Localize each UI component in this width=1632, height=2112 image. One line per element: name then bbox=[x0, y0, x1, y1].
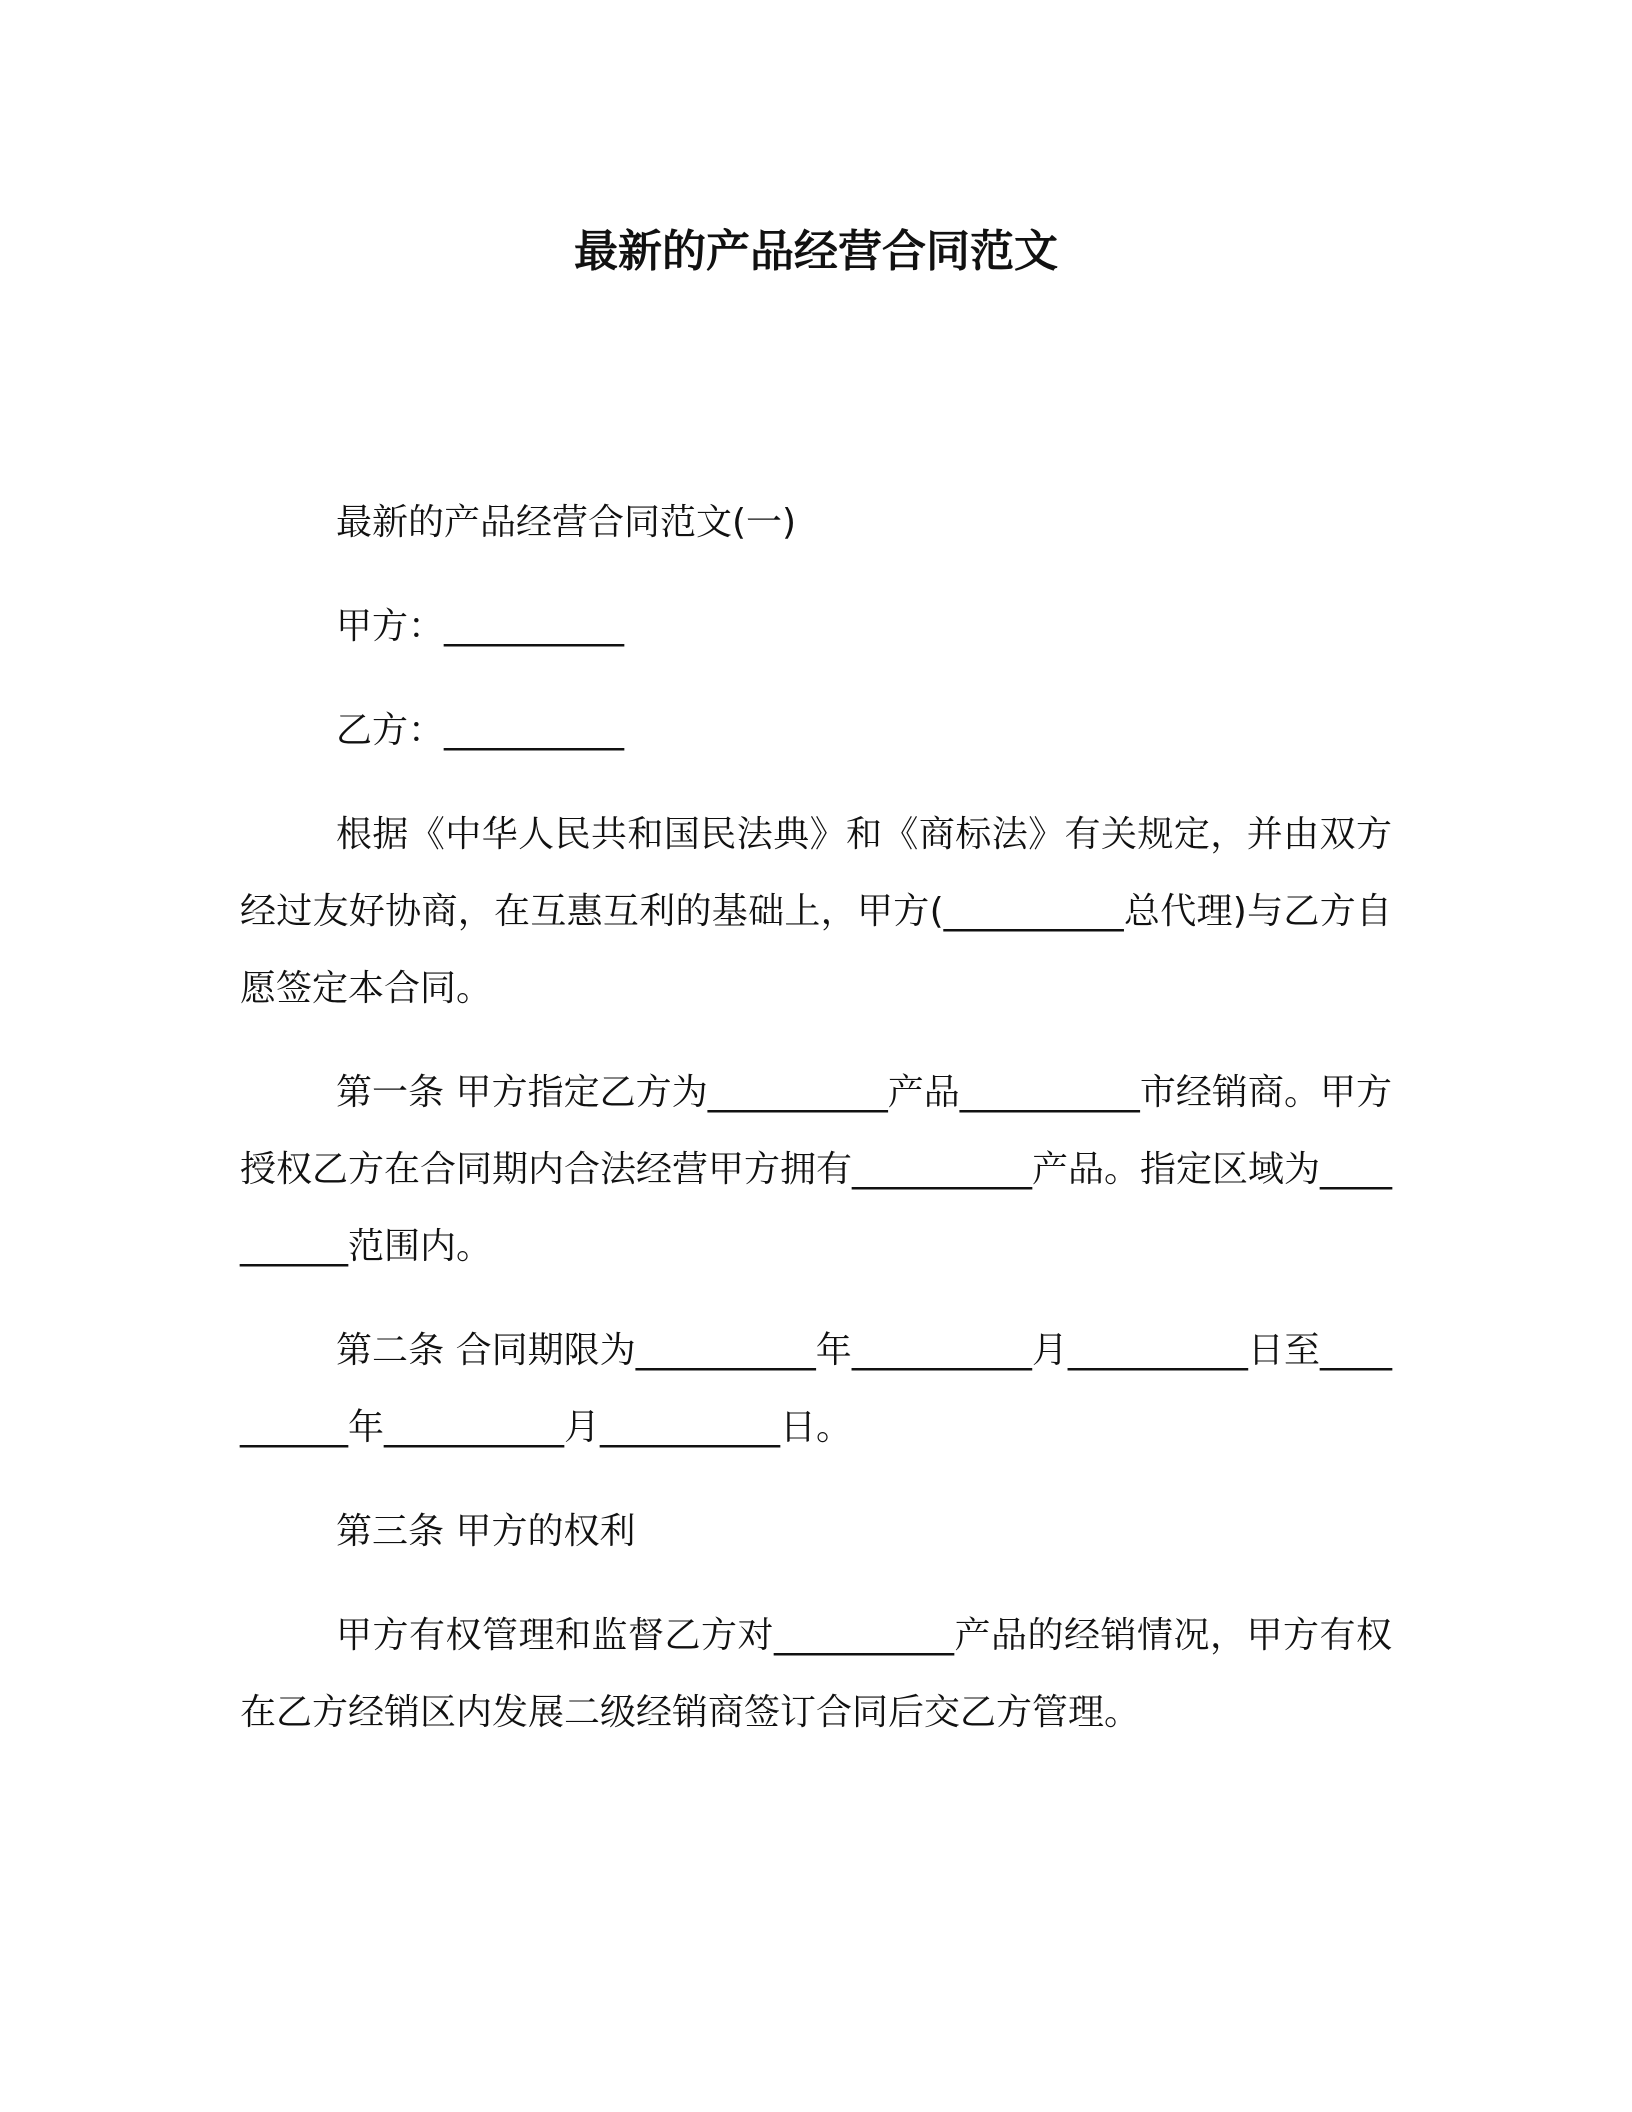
article-1-paragraph: 第一条 甲方指定乙方为__________产品__________市经销商。甲方授权乙方在合同期内合法经营甲方拥有__________产品。指定区域为__________范围内。 bbox=[240, 1072, 1393, 1267]
party-a-line: 甲方：__________ bbox=[336, 606, 625, 647]
document-title: 最新的产品经营合同范文 bbox=[574, 226, 1058, 277]
document-body bbox=[240, 484, 1392, 1778]
article-3-paragraph: 甲方有权管理和监督乙方对__________产品的经销情况，甲方有权在乙方经销区内发展二级经销商签订合同后交乙方管理。 bbox=[240, 1615, 1392, 1733]
article-3-heading: 第三条 甲方的权利 bbox=[336, 1511, 636, 1552]
section-heading: 最新的产品经营合同范文(一) bbox=[336, 502, 797, 543]
preamble-paragraph: 根据《中华人民共和国民法典》和《商标法》有关规定，并由双方经过友好协商，在互惠互利的基础上，甲方(__________总代理)与乙方自愿签定本合同。 bbox=[240, 814, 1392, 1009]
party-b-line: 乙方：__________ bbox=[336, 710, 625, 751]
article-2-paragraph: 第二条 合同期限为__________年__________月__________日至__________年__________月__________日。 bbox=[240, 1330, 1392, 1448]
